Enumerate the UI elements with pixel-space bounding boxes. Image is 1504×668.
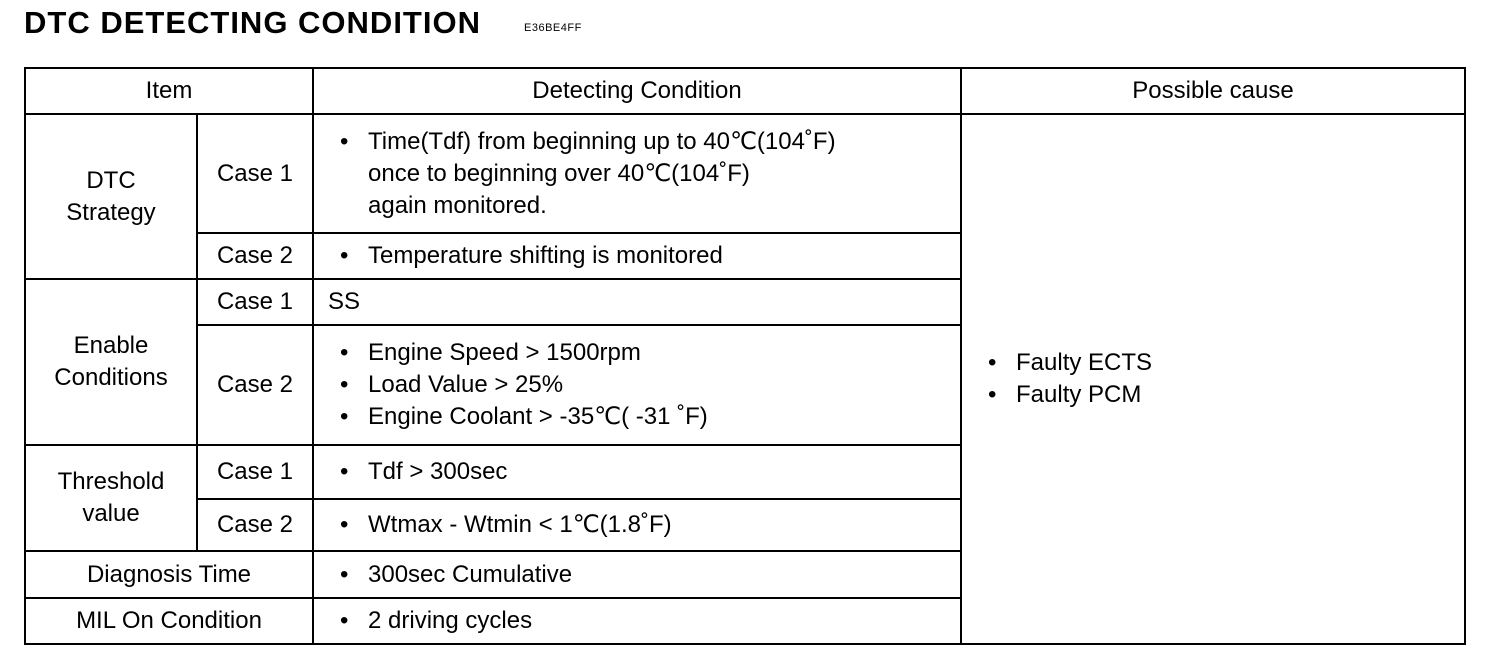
- condition-cell: SS: [313, 279, 961, 325]
- header-possible-cause: Possible cause: [961, 68, 1465, 114]
- condition-cell: [313, 114, 961, 233]
- condition-line: once to beginning over 40℃(104˚F): [368, 159, 750, 187]
- condition-line: • Wtmax - Wtmin < 1℃(1.8˚F): [328, 509, 960, 541]
- possible-cause-cell: [961, 114, 1465, 644]
- condition-cell: [313, 499, 961, 551]
- page-title: DTC DETECTING CONDITION: [24, 5, 481, 40]
- condition-cell: [313, 445, 961, 499]
- condition-cell: [313, 551, 961, 598]
- dtc-table: [24, 67, 1466, 645]
- condition-cell: [313, 233, 961, 279]
- condition-line: • Tdf > 300sec: [328, 456, 960, 488]
- header-item: Item: [25, 68, 313, 114]
- case-label: Case 1: [197, 114, 313, 233]
- condition-line: • 300sec Cumulative: [328, 559, 960, 591]
- group-label-enable-conditions: Enable Conditions: [25, 279, 197, 445]
- mil-on-condition-label: MIL On Condition: [25, 598, 313, 644]
- condition-line: • Engine Coolant > -35℃( -31 ˚F): [328, 401, 960, 433]
- case-label: Case 2: [197, 233, 313, 279]
- condition-line: • Engine Speed > 1500rpm: [328, 337, 960, 369]
- document-code: E36BE4FF: [524, 22, 582, 34]
- condition-cell: [313, 325, 961, 445]
- group-label-dtc-strategy: DTC Strategy: [25, 114, 197, 279]
- header-detecting-condition: Detecting Condition: [313, 68, 961, 114]
- group-label-threshold-value: Threshold value: [25, 445, 197, 551]
- condition-cell: [313, 598, 961, 644]
- condition-line: • Load Value > 25%: [328, 369, 960, 401]
- case-label: Case 2: [197, 325, 313, 445]
- condition-line: • Time(Tdf) from beginning up to 40℃(104˚F): [328, 126, 960, 158]
- case-label: Case 1: [197, 279, 313, 325]
- condition-line: • 2 driving cycles: [328, 605, 960, 637]
- table-row: [25, 114, 1465, 233]
- case-label: Case 1: [197, 445, 313, 499]
- cause-item: • Faulty ECTS: [988, 347, 1464, 379]
- case-label: Case 2: [197, 499, 313, 551]
- condition-line: again monitored.: [368, 191, 547, 219]
- condition-line: • Temperature shifting is monitored: [328, 240, 960, 272]
- diagnosis-time-label: Diagnosis Time: [25, 551, 313, 598]
- header-row: [25, 68, 1465, 114]
- cause-item: • Faulty PCM: [988, 379, 1464, 411]
